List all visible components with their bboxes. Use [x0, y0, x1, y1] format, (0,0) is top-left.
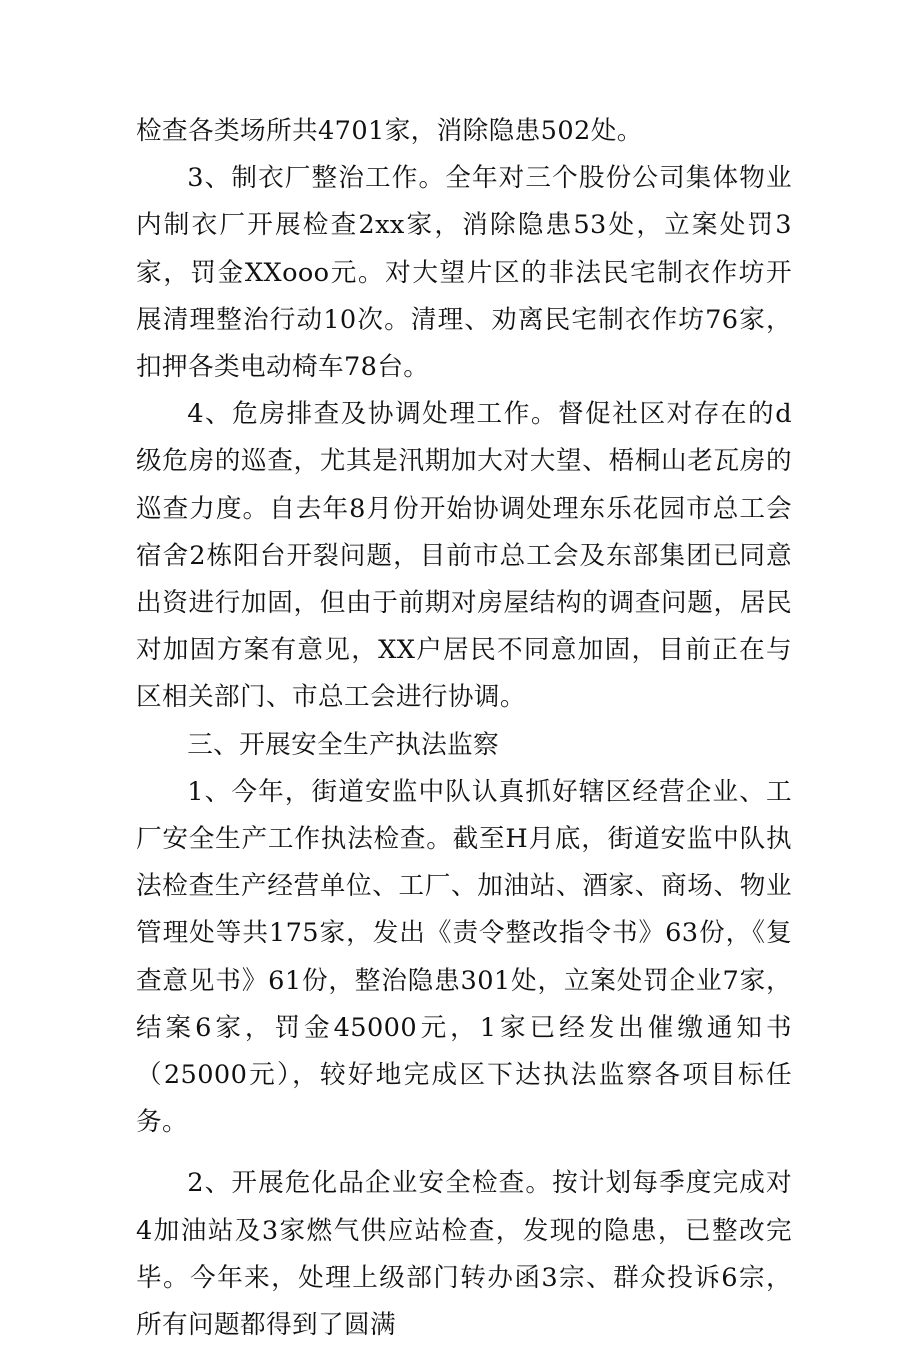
- section-heading: 三、开展安全生产执法监察: [187, 729, 500, 760]
- paragraph-enforcement-inspection: 1、今年，街道安监中队认真抓好辖区经营企业、工厂安全生产工作执法检查。截至H月底，街道安监中队执法检查生产经营单位、工厂、加油站、酒家、商场、物业管理处等共175家，发出《责令整改指令书》63份，《复查意见书》61份，整治隐患301处，立案处罚企业7家，结案6家，罚金45000元，1家已经发出催缴通知书（25000元），较好地完成区下达执法监察各项目标任务。: [136, 776, 792, 1138]
- paragraph-garment-factory: 3、制衣厂整治工作。全年对三个股份公司集体物业内制衣厂开展检查2xx家，消除隐患53处，立案处罚3家，罚金XXooo元。对大望片区的非法民宅制衣作坊开展清理整治行动10次。清理、劝离民宅制衣作坊76家，扣押各类电动椅车78台。: [136, 163, 792, 383]
- paragraph-continuation: 检查各类场所共4701家，消除隐患502处。: [136, 116, 643, 146]
- paragraph-hazardous-chemicals: 2、开展危化品企业安全检查。按计划每季度完成对4加油站及3家燃气供应站检查，发现的隐患，已整改完毕。今年来，处理上级部门转办函3宗、群众投诉6宗，所有问题都得到了圆满: [136, 1168, 792, 1341]
- document-body: [136, 108, 792, 1349]
- paragraph-dangerous-housing: 4、危房排查及协调处理工作。督促社区对存在的d级危房的巡查，尤其是汛期加大对大望、梧桐山老瓦房的巡查力度。自去年8月份开始协调处理东乐花园市总工会宿舍2栋阳台开裂问题，目前市总工会及东部集团已同意出资进行加固，但由于前期对房屋结构的调查问题，居民对加固方案有意见，XX户居民不同意加固，目前正在与区相关部门、市总工会进行协调。: [136, 399, 792, 713]
